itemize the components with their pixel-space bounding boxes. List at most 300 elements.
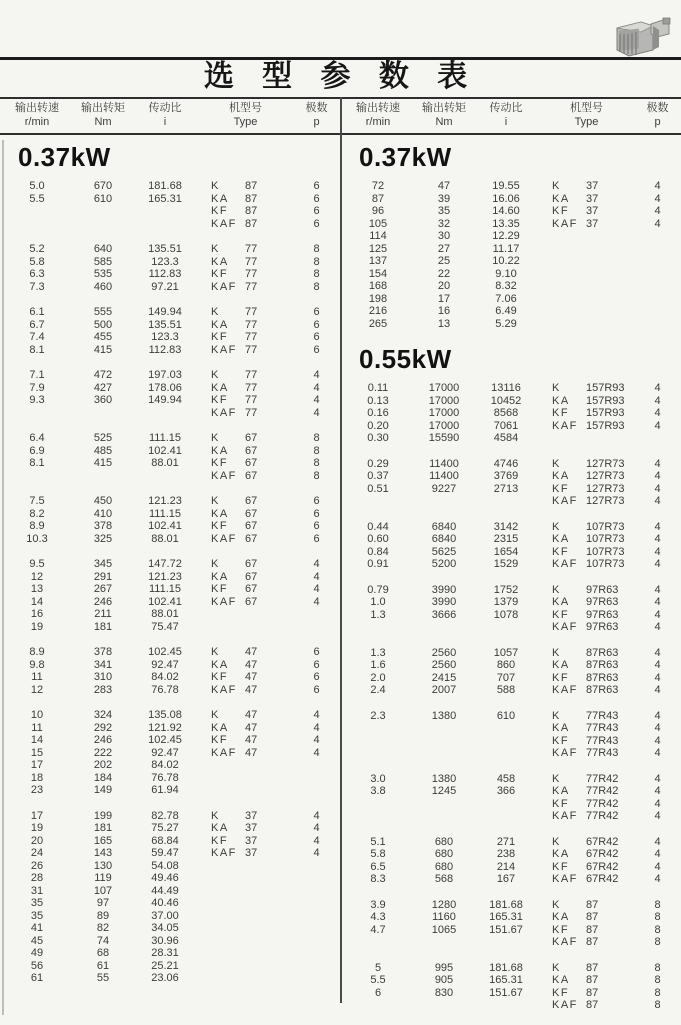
- table-row: [0, 960, 340, 973]
- cell-ratio: 214: [496, 860, 516, 873]
- cell-ratio: 75.47: [151, 620, 179, 633]
- cell-type: [198, 306, 293, 319]
- table-row: [341, 773, 681, 786]
- table-row: [341, 546, 681, 559]
- cell-poles: 4: [654, 394, 661, 407]
- table-row: [341, 621, 681, 634]
- type-prefix: [211, 897, 245, 910]
- table-row: [341, 268, 681, 281]
- cell-output-speed: [341, 722, 415, 735]
- table-row: [341, 747, 681, 760]
- cell-output-speed: 5.8: [370, 848, 386, 860]
- table-group: [341, 584, 681, 634]
- cell-output-torque: 13: [437, 317, 451, 330]
- cell-output-torque: 640: [93, 243, 113, 255]
- type-prefix: K: [552, 180, 561, 192]
- cell-ratio: 1752: [493, 583, 519, 596]
- cell-output-speed: 10: [30, 709, 44, 721]
- cell-output-speed: 2.3: [370, 709, 386, 722]
- type-size: 77R43: [586, 734, 619, 747]
- cell-output-speed: 4.7: [370, 923, 386, 936]
- cell-ratio: 4584: [493, 432, 519, 444]
- cell-type: [198, 734, 293, 747]
- cell-poles: 4: [654, 734, 661, 747]
- cell-output-speed: 19: [30, 822, 44, 834]
- type-size: 77R42: [586, 772, 619, 785]
- cell-output-speed: 41: [30, 922, 44, 934]
- cell-output-speed: 114: [369, 230, 387, 242]
- type-prefix: [552, 293, 586, 306]
- header-output-speed: 输出转速 r/min: [356, 102, 400, 128]
- cell-ratio: 181.68: [489, 898, 523, 911]
- type-size: 107R73: [586, 558, 625, 570]
- cell-output-torque: 202: [93, 759, 113, 771]
- type-size: 67: [245, 595, 258, 608]
- type-prefix: KF: [211, 583, 229, 595]
- type-size: 77: [245, 268, 258, 280]
- cell-ratio: 14.60: [492, 205, 520, 217]
- table-row: [0, 897, 340, 910]
- cell-ratio: 1379: [493, 596, 519, 608]
- cell-poles: [293, 922, 340, 935]
- table-row: [341, 432, 681, 445]
- type-prefix: KF: [552, 671, 570, 684]
- cell-type: [198, 268, 293, 281]
- cell-output-torque: 1380: [431, 709, 457, 722]
- cell-type: [198, 659, 293, 672]
- cell-type: [539, 596, 634, 609]
- type-prefix: [552, 230, 586, 243]
- cell-ratio: 149.94: [148, 306, 182, 318]
- header-ratio: 传动比 i: [148, 102, 182, 128]
- cell-type: [198, 784, 293, 797]
- cell-type: [198, 180, 293, 193]
- table-row: [341, 230, 681, 243]
- header-poles: 极数 p: [305, 102, 328, 128]
- table-row: [341, 999, 681, 1012]
- cell-poles: [634, 268, 681, 281]
- cell-poles: [634, 293, 681, 306]
- type-prefix: KF: [552, 482, 570, 495]
- cell-ratio: 84.02: [151, 671, 179, 683]
- cell-output-torque: 149: [93, 784, 113, 796]
- cell-poles: 6: [313, 507, 320, 520]
- cell-output-speed: 105: [368, 217, 388, 230]
- cell-type: [539, 458, 634, 471]
- type-size: 47: [245, 671, 258, 683]
- cell-output-speed: 17: [30, 809, 44, 822]
- cell-type: [198, 722, 293, 735]
- cell-output-speed: 0.16: [367, 407, 389, 419]
- cell-type: [539, 305, 634, 318]
- cell-output-speed: 1.3: [370, 646, 386, 659]
- cell-type: [198, 205, 293, 218]
- cell-output-speed: 61: [30, 972, 44, 984]
- type-prefix: KF: [211, 394, 229, 406]
- cell-output-torque: [415, 621, 473, 634]
- cell-output-torque: [74, 205, 132, 218]
- cell-type: [198, 520, 293, 533]
- cell-output-torque: 415: [93, 457, 113, 469]
- table-row: [0, 684, 340, 697]
- table-row: [341, 483, 681, 496]
- cell-output-speed: 35: [30, 909, 44, 922]
- cell-poles: 4: [654, 873, 661, 885]
- cell-output-speed: 0.29: [367, 457, 389, 470]
- cell-type: [198, 470, 293, 483]
- cell-output-speed: 0.84: [367, 545, 389, 558]
- cell-poles: 8: [313, 469, 320, 482]
- type-size: 157R93: [586, 394, 625, 407]
- type-prefix: [211, 784, 245, 797]
- table-group: [0, 810, 340, 985]
- table-row: [341, 647, 681, 660]
- cell-type: [539, 243, 634, 256]
- table-row: [341, 924, 681, 937]
- cell-output-speed: 11: [31, 671, 43, 683]
- cell-poles: 4: [313, 558, 320, 570]
- type-prefix: KA: [211, 721, 229, 734]
- table-group: [0, 646, 340, 696]
- cell-ratio: 92.47: [151, 746, 179, 759]
- cell-output-speed: [0, 407, 74, 420]
- cell-poles: 6: [313, 671, 320, 683]
- cell-output-torque: 680: [434, 860, 454, 873]
- table-row: [0, 772, 340, 785]
- table-row: [0, 495, 340, 508]
- section-heading: 0.55kW: [359, 344, 452, 374]
- type-prefix: [552, 243, 586, 256]
- cell-ratio: 40.46: [151, 897, 179, 909]
- type-prefix: K: [211, 180, 220, 192]
- cell-poles: 4: [654, 797, 661, 810]
- type-prefix: KF: [552, 860, 570, 873]
- cell-output-speed: 5.1: [370, 835, 386, 848]
- cell-type: [198, 394, 293, 407]
- cell-ratio: 610: [496, 709, 516, 722]
- cell-ratio: [473, 936, 539, 949]
- column-headers-left: [0, 101, 340, 133]
- cell-poles: 6: [313, 495, 320, 507]
- table-row: [0, 281, 340, 294]
- cell-ratio: 7.06: [495, 292, 517, 305]
- type-prefix: KF: [552, 545, 570, 558]
- cell-ratio: 2315: [493, 533, 519, 545]
- cell-output-speed: 168: [368, 280, 388, 292]
- type-size: 37: [245, 834, 258, 847]
- type-prefix: KAF: [552, 810, 578, 822]
- cell-output-torque: 25: [437, 255, 451, 267]
- cell-output-speed: [341, 798, 415, 811]
- cell-ratio: 6.49: [495, 305, 517, 317]
- type-prefix: KAF: [211, 406, 237, 419]
- cell-ratio: 135.51: [148, 243, 182, 255]
- cell-output-speed: 0.44: [367, 520, 389, 533]
- cell-ratio: 149.94: [148, 394, 182, 406]
- cell-output-torque: 17000: [428, 394, 460, 407]
- cell-output-speed: 8.3: [370, 873, 386, 885]
- table-row: [341, 293, 681, 306]
- type-size: 67R42: [586, 873, 619, 885]
- cell-ratio: 181.68: [489, 961, 523, 974]
- cell-type: [198, 243, 293, 256]
- cell-output-speed: [341, 936, 415, 949]
- table-row: [341, 218, 681, 231]
- type-size: 37: [586, 205, 599, 217]
- cell-output-speed: 1.6: [370, 659, 386, 671]
- cell-output-speed: 7.5: [29, 495, 45, 507]
- cell-output-torque: 415: [93, 343, 113, 356]
- cell-poles: 6: [313, 331, 320, 343]
- table-row: [341, 974, 681, 987]
- cell-ratio: 9.10: [495, 267, 517, 280]
- table-group: [341, 521, 681, 571]
- cell-poles: 8: [313, 268, 320, 280]
- cell-type: [198, 281, 293, 294]
- type-prefix: KAF: [552, 747, 578, 759]
- cell-poles: 8: [313, 444, 320, 457]
- type-prefix: KAF: [211, 280, 237, 293]
- cell-output-torque: 2415: [431, 671, 457, 684]
- cell-output-speed: 6: [374, 986, 382, 999]
- table-section: [341, 344, 681, 1012]
- cell-output-speed: 23: [30, 784, 44, 796]
- cell-output-torque: [415, 810, 473, 823]
- cell-type: [539, 999, 634, 1012]
- cell-ratio: 61.94: [151, 784, 179, 796]
- cell-output-speed: [341, 621, 415, 634]
- cell-output-torque: [415, 936, 473, 949]
- cell-output-torque: 555: [93, 306, 113, 318]
- table-group: [0, 243, 340, 293]
- cell-output-torque: 1065: [431, 923, 457, 936]
- cell-output-torque: 410: [93, 507, 113, 520]
- cell-output-torque: 130: [93, 859, 113, 872]
- cell-type: [198, 935, 293, 948]
- type-size: 107R73: [586, 533, 625, 545]
- cell-output-torque: 246: [93, 734, 113, 746]
- type-size: 37: [586, 180, 599, 192]
- cell-output-torque: 30: [437, 230, 451, 242]
- cell-ratio: 112.83: [148, 268, 182, 280]
- type-size: 87: [245, 217, 258, 230]
- cell-type: [539, 848, 634, 861]
- cell-type: [539, 861, 634, 874]
- header-output-torque: 输出转矩 Nm: [81, 102, 125, 128]
- table-row: [341, 596, 681, 609]
- cell-output-speed: 2.0: [370, 671, 386, 684]
- cell-ratio: [473, 747, 539, 760]
- type-size: 87: [586, 986, 599, 999]
- type-size: 67R42: [586, 835, 619, 848]
- cell-ratio: 181.68: [148, 180, 182, 192]
- cell-output-torque: [415, 999, 473, 1012]
- cell-poles: 4: [654, 785, 661, 797]
- cell-output-torque: 460: [93, 280, 113, 293]
- type-prefix: [211, 860, 245, 873]
- type-prefix: K: [211, 432, 220, 444]
- cell-poles: 8: [313, 457, 320, 469]
- type-prefix: KA: [211, 318, 229, 331]
- cell-output-torque: [74, 218, 132, 231]
- cell-output-torque: 292: [93, 721, 113, 734]
- cell-poles: 8: [654, 974, 661, 986]
- table-row: [341, 710, 681, 723]
- cell-output-torque: 291: [93, 570, 113, 583]
- type-size: 87: [586, 961, 599, 974]
- cell-ratio: 82.78: [151, 809, 179, 822]
- cell-ratio: 88.01: [151, 457, 179, 469]
- table-row: [0, 306, 340, 319]
- cell-output-torque: 1245: [431, 785, 457, 797]
- cell-output-torque: 16: [437, 305, 451, 317]
- cell-output-speed: 8.1: [29, 457, 45, 469]
- table-group: [341, 962, 681, 1012]
- type-size: 77: [245, 280, 258, 293]
- cell-poles: 4: [313, 822, 320, 834]
- cell-poles: [634, 432, 681, 445]
- table-row: [0, 508, 340, 521]
- cell-ratio: 860: [496, 659, 516, 671]
- cell-output-speed: 6.5: [370, 860, 386, 873]
- cell-poles: 4: [654, 457, 661, 470]
- type-size: 157R93: [586, 407, 625, 419]
- table-row: [0, 558, 340, 571]
- cell-type: [198, 747, 293, 760]
- type-prefix: K: [211, 243, 220, 255]
- table-row: [0, 331, 340, 344]
- cell-poles: 4: [654, 192, 661, 205]
- type-prefix: [211, 935, 245, 948]
- cell-ratio: 123.3: [151, 255, 179, 268]
- table-row: [341, 722, 681, 735]
- cell-type: [198, 583, 293, 596]
- cell-type: [539, 924, 634, 937]
- cell-type: [539, 495, 634, 508]
- cell-output-torque: 32: [437, 217, 451, 230]
- type-prefix: KA: [552, 785, 570, 797]
- cell-poles: 4: [654, 533, 661, 545]
- cell-output-speed: 265: [368, 317, 388, 330]
- cell-type: [539, 785, 634, 798]
- table-row: [0, 432, 340, 445]
- cell-ratio: 37.00: [151, 909, 179, 922]
- type-size: 37: [245, 809, 258, 822]
- cell-poles: [293, 860, 340, 873]
- cell-poles: 4: [654, 470, 661, 482]
- cell-type: [539, 382, 634, 395]
- table-row: [0, 583, 340, 596]
- cell-poles: [293, 608, 340, 621]
- type-prefix: KAF: [211, 217, 237, 230]
- type-prefix: KA: [211, 658, 229, 671]
- table-row: [0, 571, 340, 584]
- table-row: [341, 318, 681, 331]
- cell-ratio: 111.15: [148, 507, 181, 520]
- cell-type: [539, 483, 634, 496]
- cell-output-torque: 119: [94, 872, 112, 884]
- type-size: 67: [245, 558, 258, 570]
- cell-ratio: 10452: [490, 394, 522, 407]
- cell-ratio: 112.83: [148, 343, 182, 356]
- cell-poles: 4: [654, 671, 661, 684]
- cell-poles: 4: [654, 558, 661, 570]
- cell-output-speed: 5.8: [29, 255, 45, 268]
- cell-output-speed: 7.4: [29, 331, 45, 343]
- cell-ratio: 59.47: [151, 847, 179, 859]
- type-prefix: [211, 885, 245, 898]
- cell-output-torque: 360: [93, 394, 113, 406]
- cell-output-torque: 378: [93, 520, 113, 532]
- cell-ratio: 167: [496, 873, 516, 885]
- cell-poles: [293, 947, 340, 960]
- cell-poles: 4: [654, 482, 661, 495]
- type-prefix: KF: [552, 734, 570, 747]
- cell-type: [539, 773, 634, 786]
- cell-type: [198, 847, 293, 860]
- type-prefix: KA: [552, 722, 570, 734]
- table-row: [0, 847, 340, 860]
- cell-type: [198, 922, 293, 935]
- type-prefix: KAF: [552, 999, 578, 1011]
- cell-output-speed: 0.13: [367, 394, 389, 407]
- cell-ratio: [132, 218, 198, 231]
- cell-type: [198, 218, 293, 231]
- cell-output-speed: 125: [368, 242, 388, 255]
- type-size: 67: [245, 444, 258, 457]
- type-prefix: KAF: [552, 495, 578, 507]
- cell-ratio: 102.45: [148, 646, 182, 658]
- type-size: 77R42: [586, 785, 619, 797]
- cell-type: [539, 962, 634, 975]
- table-row: [0, 747, 340, 760]
- type-size: 107R73: [586, 545, 625, 558]
- table-row: [341, 936, 681, 949]
- cell-output-speed: 17: [30, 759, 44, 771]
- type-prefix: K: [211, 558, 220, 570]
- cell-type: [198, 319, 293, 332]
- cell-ratio: [132, 205, 198, 218]
- table-row: [0, 671, 340, 684]
- type-size: 87: [586, 999, 599, 1011]
- type-size: 77: [245, 369, 258, 381]
- table-row: [341, 470, 681, 483]
- cell-output-torque: 17000: [428, 382, 460, 394]
- cell-poles: 8: [654, 911, 661, 923]
- cell-ratio: 707: [496, 671, 516, 684]
- cell-poles: [293, 897, 340, 910]
- cell-output-torque: 6840: [431, 533, 457, 545]
- cell-output-speed: 14: [30, 734, 44, 746]
- cell-output-speed: [341, 747, 415, 760]
- cell-type: [539, 987, 634, 1000]
- cell-type: [539, 621, 634, 634]
- type-size: 87R63: [586, 646, 619, 659]
- cell-poles: 8: [654, 986, 661, 999]
- cell-type: [198, 759, 293, 772]
- table-row: [0, 445, 340, 458]
- cell-output-torque: 165: [93, 834, 113, 847]
- cell-output-torque: 39: [437, 192, 451, 205]
- type-size: 67: [245, 570, 258, 583]
- type-prefix: [211, 608, 245, 621]
- cell-ratio: 4746: [493, 457, 519, 470]
- cell-output-speed: 12: [30, 683, 44, 696]
- table-row: [0, 759, 340, 772]
- type-prefix: KAF: [552, 873, 578, 885]
- type-prefix: [211, 621, 245, 634]
- cell-ratio: 121.23: [148, 495, 182, 507]
